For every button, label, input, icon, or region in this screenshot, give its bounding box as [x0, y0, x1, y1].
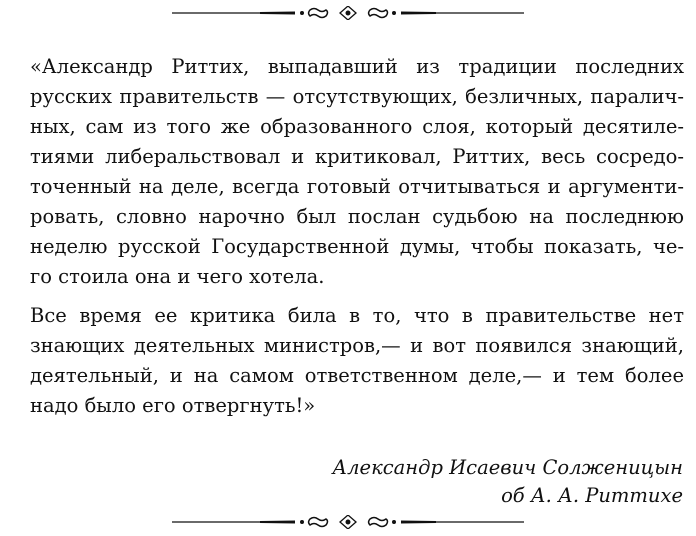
text-line: знающих деятельных министров,— и вот появился знающий,: [30, 334, 684, 357]
quote-paragraph-2: [30, 301, 684, 421]
text-line: го стоила она и чего хотела.: [30, 265, 325, 288]
text-line: точенный на деле, всегда готовый отчитываться и аргументи-: [30, 175, 684, 198]
quote-text: [30, 52, 684, 421]
bottom-ornament-divider: [170, 515, 526, 529]
signature: [332, 454, 683, 510]
text-line: ных, сам из того же образованного слоя, который десятиле-: [30, 115, 684, 138]
text-line: «Александр Риттих, выпадавший из традиции последних: [30, 55, 684, 78]
text-line: ровать, словно нарочно был послан судьбою на последнюю: [30, 205, 684, 228]
quote-paragraph-1: [30, 52, 684, 292]
text-line: деятельный, и на самом ответственном деле,— и тем более: [30, 364, 684, 387]
text-line: русских правительств — отсутствующих, безличных, паралич-: [30, 85, 684, 108]
top-ornament-divider: [170, 6, 526, 20]
text-line: тиями либеральствовал и критиковал, Риттих, весь сосредо-: [30, 145, 684, 168]
text-line: надо было его отвергнуть!»: [30, 394, 316, 417]
signature-author: Александр Исаевич Солженицын: [332, 456, 683, 479]
signature-subject: об А. А. Риттихе: [501, 484, 683, 507]
text-line: неделю русской Государственной думы, чтобы показать, че-: [30, 235, 684, 258]
text-line: Все время ее критика била в то, что в правительстве нет: [30, 304, 684, 327]
